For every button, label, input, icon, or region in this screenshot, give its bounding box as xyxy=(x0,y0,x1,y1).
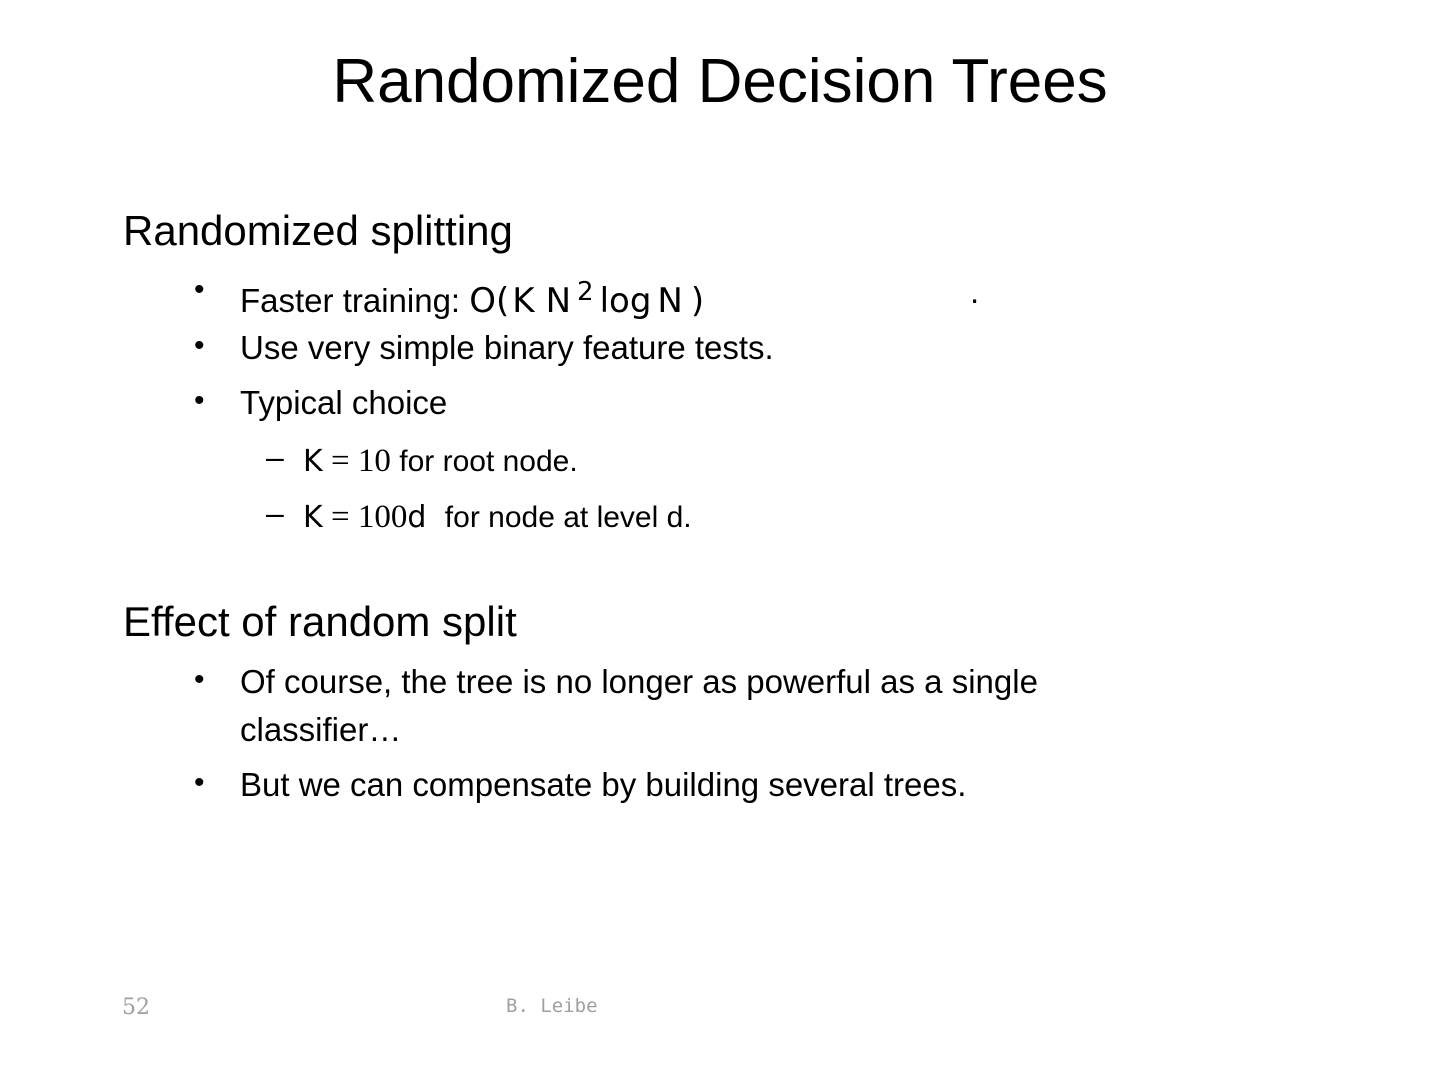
sub-bullet-root-node xyxy=(0,439,1440,483)
sub-rest: for node at level d. xyxy=(444,501,692,534)
bullet-lead: Faster training: xyxy=(240,282,461,319)
sub-bullet-text xyxy=(303,443,578,480)
bullet-several-trees xyxy=(0,765,1440,809)
bullet-binary-tests xyxy=(0,328,1440,372)
bullet-faster-training xyxy=(0,272,1440,321)
formula-log: log xyxy=(599,281,652,321)
bullet-text-line2: classifier… xyxy=(240,711,402,748)
bullet-marker: • xyxy=(194,766,205,799)
formula-open-paren: ( xyxy=(496,281,513,321)
formula-k: K xyxy=(512,281,538,321)
formula-period: . xyxy=(970,273,980,310)
sub-bullet-level-d xyxy=(0,495,1440,539)
bullet-text-line1: Of course, the tree is no longer as powerful as a single xyxy=(240,663,1038,700)
sub-bullet-marker: – xyxy=(266,439,284,475)
bullet-marker: • xyxy=(194,384,205,417)
sub-eq: = 10 xyxy=(331,443,391,479)
section-heading-randomized-splitting: Randomized splitting xyxy=(123,207,513,254)
section-heading-effect-of-random-split: Effect of random split xyxy=(123,598,517,645)
sub-bullet-text xyxy=(303,499,692,536)
bullet-text: But we can compensate by building several trees. xyxy=(240,766,967,803)
bullet-typical-choice xyxy=(0,383,1440,427)
formula-exponent: 2 xyxy=(577,277,594,307)
sub-k: K xyxy=(303,500,323,535)
formula-o: O xyxy=(469,281,497,321)
footer-author: B. Leibe xyxy=(506,995,598,1017)
formula-n: N xyxy=(545,281,572,321)
bullet-text: Use very simple binary feature tests. xyxy=(240,329,774,366)
bullet-marker: • xyxy=(194,273,205,306)
slide-title: Randomized Decision Trees xyxy=(332,47,1108,116)
sub-var: d xyxy=(407,500,427,535)
bullet-text: Typical choice xyxy=(240,384,448,421)
sub-eq: = 100 xyxy=(331,499,408,535)
sub-k: K xyxy=(303,444,323,479)
formula-close-paren: ) xyxy=(690,281,705,321)
bullet-marker: • xyxy=(194,663,205,696)
page-number: 52 xyxy=(122,995,150,1020)
sub-rest: for root node. xyxy=(399,445,578,478)
formula-n2: N xyxy=(657,281,683,321)
bullet-less-powerful xyxy=(0,662,1440,754)
bullet-text xyxy=(240,272,704,321)
sub-bullet-marker: – xyxy=(266,495,284,531)
complexity-formula xyxy=(469,277,705,321)
bullet-marker: • xyxy=(194,329,205,362)
